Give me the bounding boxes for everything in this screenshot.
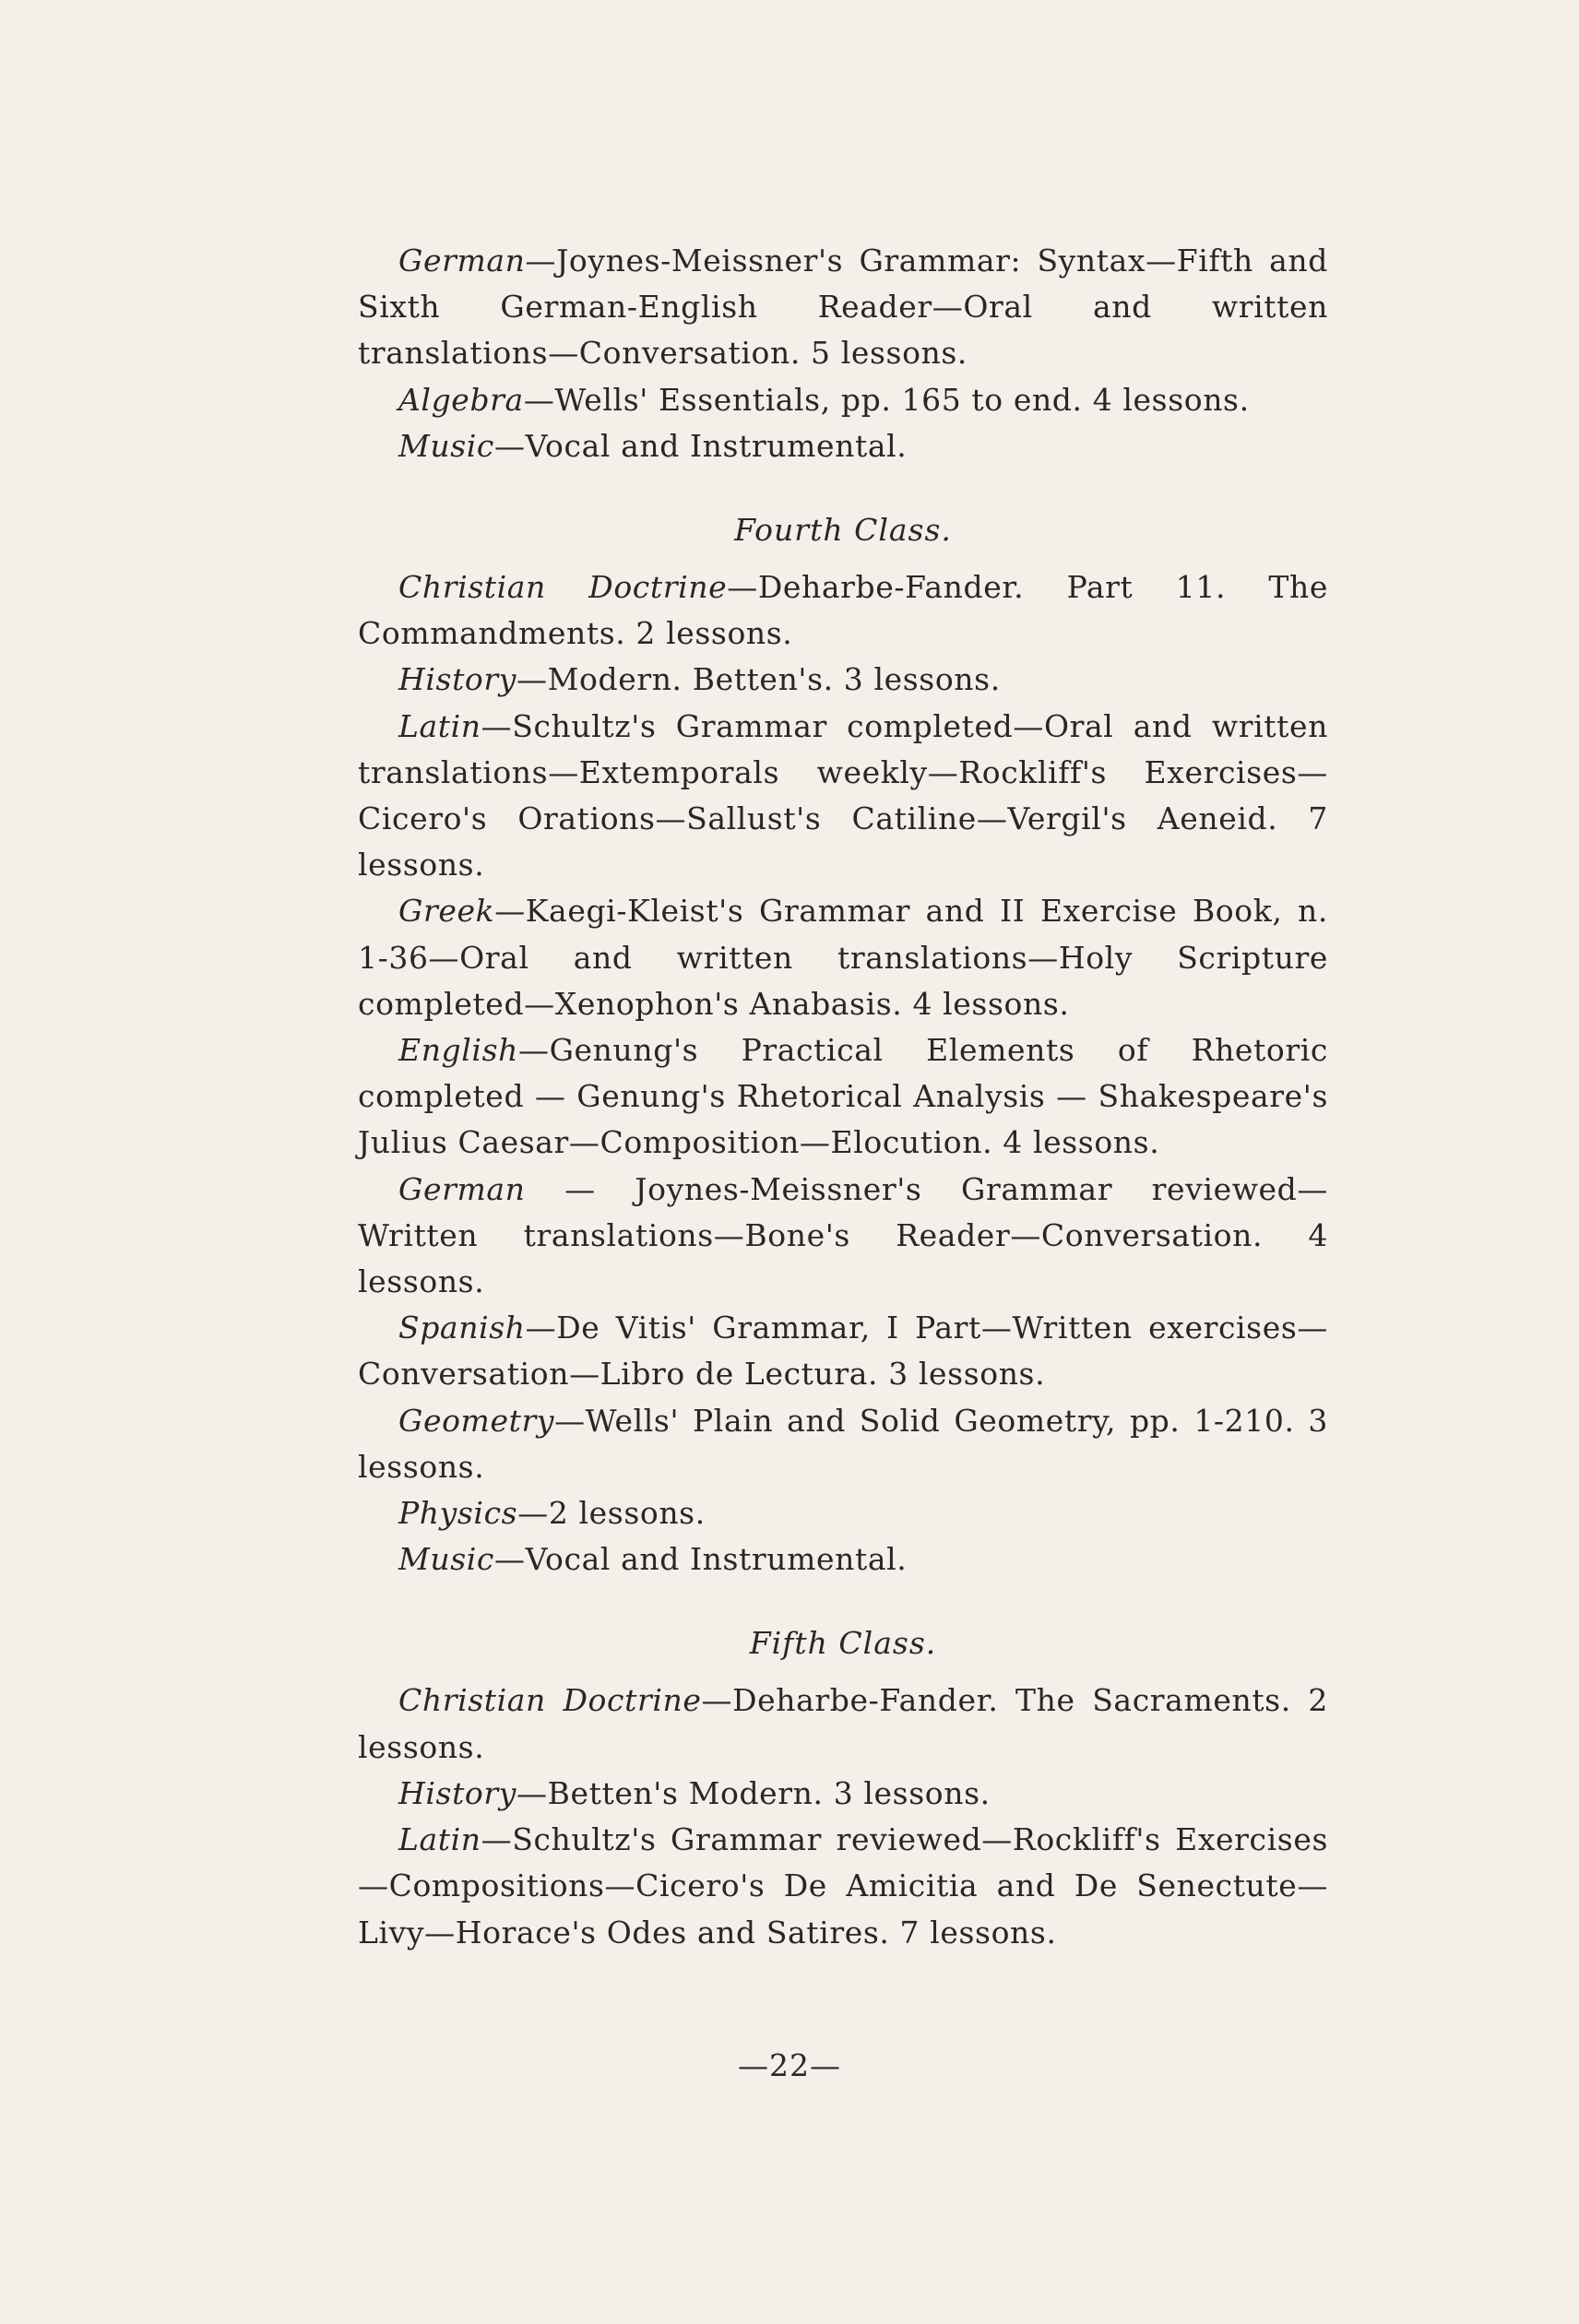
entry-subject: Latin [398,707,481,744]
entry-subject: German [398,243,526,279]
entry-latin [358,704,1328,889]
entry-history [358,657,1328,703]
section-heading: Fifth Class. [749,1625,937,1662]
entry-text: —Kaegi-Kleist's Grammar and II Exercise Book, n. 1-36—Oral and written translations—Holy Scripture completed—Xenophon's Anabasis. 4 lessons. [358,893,1328,1022]
entry-text: —De Vitis' Grammar, I Part—Written exercises—Conversation—Libro de Lectura. 3 lessons. [358,1310,1328,1393]
section-fifth-class [358,1625,1328,1955]
entry-subject: Music [398,1541,495,1578]
entry-text: —Betten's Modern. 3 lessons. [516,1774,991,1811]
entry-text: —Vocal and Instrumental. [494,427,908,464]
entry-subject: Physics [398,1495,518,1532]
entry-spanish [358,1305,1328,1397]
entry-subject: Geometry [398,1402,555,1439]
entry-text: —Schultz's Grammar completed—Oral and written translations—Extemporals weekly—Rockliff's Exercises—Cicero's Orations—Sallust's Catiline—Vergil's Aeneid. 7 lessons. [358,707,1328,883]
entry-music [358,423,1328,469]
entry-text: —Joynes-Meissner's Grammar: Syntax—Fifth and Sixth German-English Reader—Oral and written translations—Conversation. 5 lessons. [358,243,1328,372]
entry-subject: Christian Doctrine [398,569,728,606]
entry-text: —Modern. Betten's. 3 lessons. [516,661,1001,698]
entry-latin [358,1817,1328,1956]
entry-text: —Wells' Plain and Solid Geometry, pp. 1-210. 3 lessons. [358,1402,1328,1485]
entry-subject: Latin [398,1821,481,1858]
entry-subject: German [398,1170,526,1207]
entry-english [358,1027,1328,1167]
entry-subject: Spanish [398,1310,526,1346]
entry-physics [358,1490,1328,1536]
entry-subject: Christian Doctrine [398,1682,702,1719]
entry-subject: Music [398,427,495,464]
section-continuation [358,238,1328,469]
entry-subject: Algebra [398,381,524,418]
entry-text: — Joynes-Meissner's Grammar reviewed—Written translations—Bone's Reader—Conversation. 4 lessons. [358,1170,1328,1300]
entry-subject: English [398,1032,518,1069]
entry-christian-doctrine [358,1678,1328,1770]
entry-subject: Greek [398,893,495,930]
entry-german [358,238,1328,377]
page-number: —22— [738,2047,841,2083]
document-page [358,238,1328,1956]
entry-text: —2 lessons. [517,1495,706,1532]
entry-christian-doctrine [358,564,1328,657]
entry-algebra [358,377,1328,423]
entry-text: —Vocal and Instrumental. [494,1541,908,1578]
entry-text: —Schultz's Grammar reviewed—Rockliff's Exercises—Compositions—Cicero's De Amicitia and De Senectute—Livy—Horace's Odes and Satires. 7 lessons. [358,1821,1328,1951]
entry-text: —Deharbe-Fander. Part 11. The Commandments. 2 lessons. [358,569,1328,652]
entry-subject: History [398,1774,517,1811]
entry-history [358,1771,1328,1817]
entry-text: —Wells' Essentials, pp. 165 to end. 4 lessons. [523,381,1250,418]
entry-subject: History [398,661,517,698]
entry-text: —Genung's Practical Elements of Rhetoric completed — Genung's Rhetorical Analysis — Shakespeare's Julius Caesar—Composition—Elocution. 4 lessons. [358,1032,1328,1161]
entry-music [358,1536,1328,1583]
section-fourth-class [358,512,1328,1583]
entry-geometry [358,1398,1328,1490]
entry-greek [358,888,1328,1027]
entry-german [358,1167,1328,1306]
entry-text: —Deharbe-Fander. The Sacraments. 2 lessons. [358,1682,1328,1765]
section-heading: Fourth Class. [734,512,952,549]
